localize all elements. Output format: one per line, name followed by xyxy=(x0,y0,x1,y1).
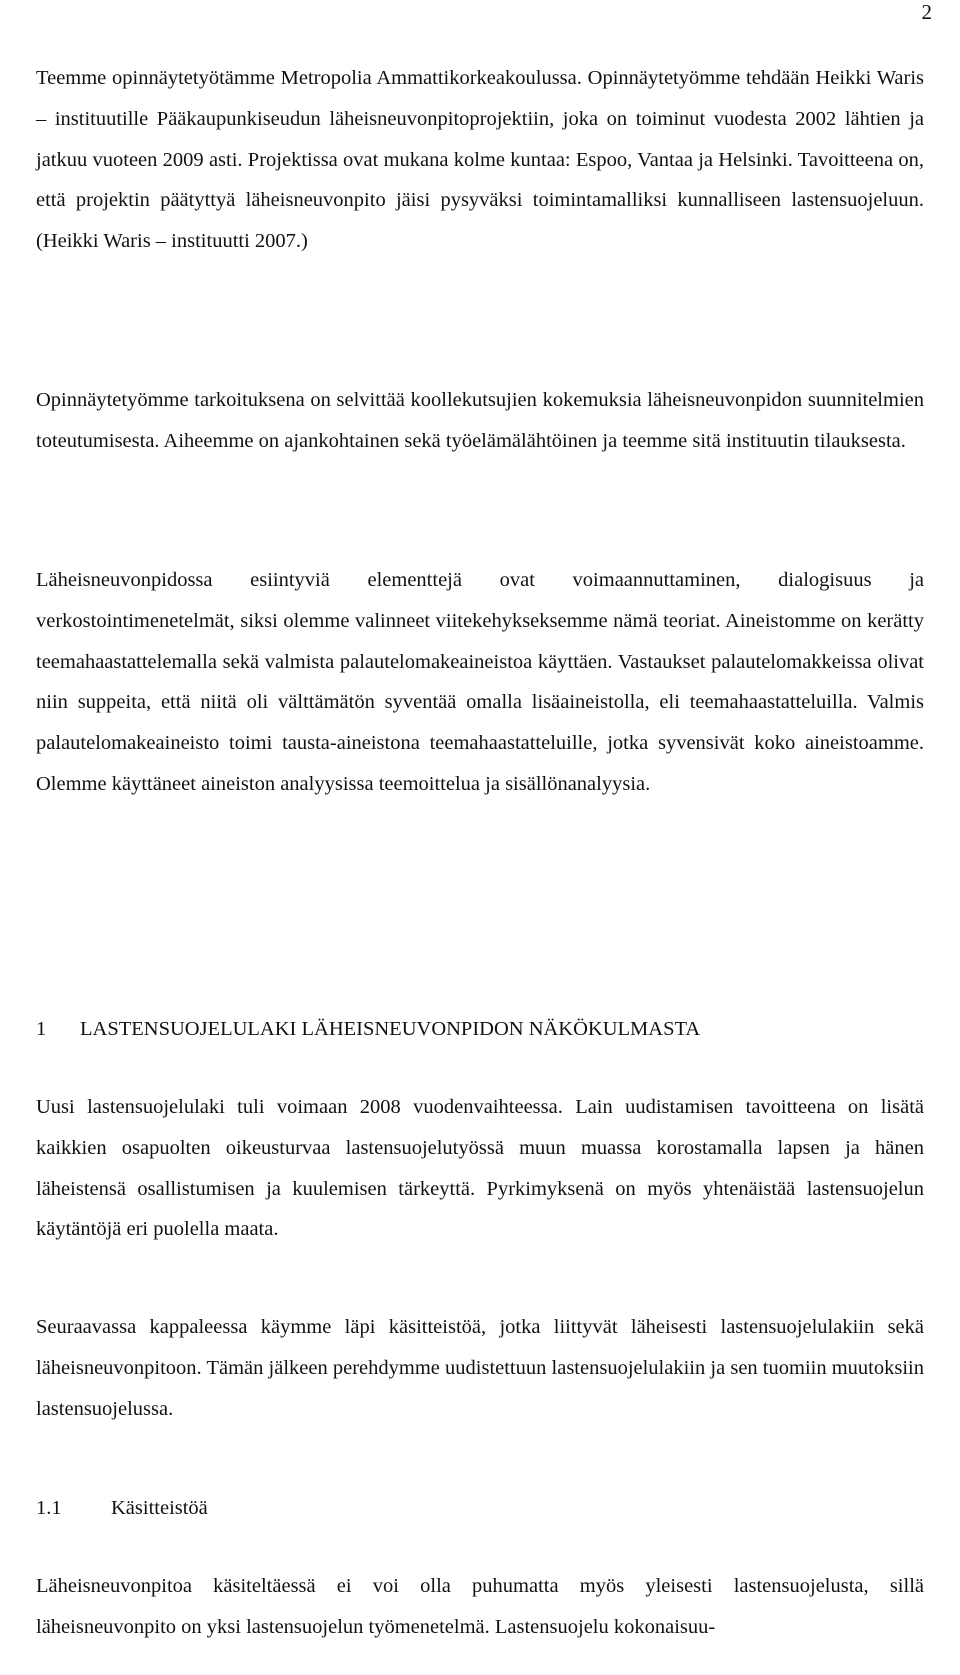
page-number: 2 xyxy=(921,0,932,24)
section-number: 1 xyxy=(36,1018,47,1040)
intro-paragraph-2: Opinnäytetyömme tarkoituksena on selvittää koollekutsujien kokemuksia läheisneuvonpidon suunnitelmien toteutumisesta. Aiheemme on ajankohtainen sekä työelämälähtöinen ja teemme sitä instituutin tilauksesta. xyxy=(36,389,924,452)
subsection-heading-1-1 xyxy=(36,1488,208,1528)
intro-paragraph-3: Läheisneuvonpidossa esiintyviä elementtejä ovat voimaannuttaminen, dialogisuus ja verkostointimenetelmät, siksi olemme valinneet viitekehykseksemme nämä teoriat. Aineistomme on kerätty teemahaastattelemalla sekä valmista palautelomakeaineistoa käyttäen. Vastaukset palautelomakkeissa olivat niin suppeita, että niitä oli välttämätön syventää omalla lisäaineistolla, eli teemahaastatteluilla. Valmis palautelomakeaineisto toimi tausta-aineistona teemahaastatteluille, jotka syvensivät koko aineistoamme. Olemme käyttäneet aineiston analyysissa teemoittelua ja sisällönanalyysia. xyxy=(36,569,924,795)
intro-paragraph-1: Teemme opinnäytetyötämme Metropolia Ammattikorkeakoulussa. Opinnäytetyömme tehdään Heikki Waris – instituutille Pääkaupunkiseudun läheisneuvonpitoprojektiin, joka on toiminut vuodesta 2002 lähtien ja jatkuu vuoteen 2009 asti. Projektissa ovat mukana kolme kuntaa: Espoo, Vantaa ja Helsinki. Tavoitteena on, että projektin päätyttyä läheisneuvonpito jäisi pysyväksi toimintamalliksi kunnalliseen lastensuojeluun. (Heikki Waris – instituutti 2007.) xyxy=(36,67,924,253)
subsection-number: 1.1 xyxy=(36,1497,62,1519)
subsection-title: Käsitteistöä xyxy=(111,1497,208,1519)
section1-paragraph-2: Seuraavassa kappaleessa käymme läpi käsitteistöä, jotka liittyvät läheisesti lastensuojelulakiin sekä läheisneuvonpitoon. Tämän jälkeen perehdymme uudistettuun lastensuojelulakiin ja sen tuomiin muutoksiin lastensuojelussa. xyxy=(36,1316,924,1420)
subsection-paragraph-1: Läheisneuvonpitoa käsiteltäessä ei voi olla puhumatta myös yleisesti lastensuojelusta, sillä läheisneuvonpito on yksi lastensuojelun työmenetelmä. Lastensuojelu kokonaisuu- xyxy=(36,1575,924,1638)
section-heading-1 xyxy=(36,1009,700,1049)
section-title: LASTENSUOJELULAKI LÄHEISNEUVONPIDON NÄKÖKULMASTA xyxy=(80,1018,701,1040)
section1-paragraph-1: Uusi lastensuojelulaki tuli voimaan 2008 vuodenvaihteessa. Lain uudistamisen tavoitteena on lisätä kaikkien osapuolten oikeusturvaa lastensuojelutyössä muun muassa korostamalla lapsen ja hänen läheistensä osallistumisen ja kuulemisen tärkeyttä. Pyrkimyksenä on myös yhtenäistää lastensuojelun käytäntöjä eri puolella maata. xyxy=(36,1096,924,1241)
